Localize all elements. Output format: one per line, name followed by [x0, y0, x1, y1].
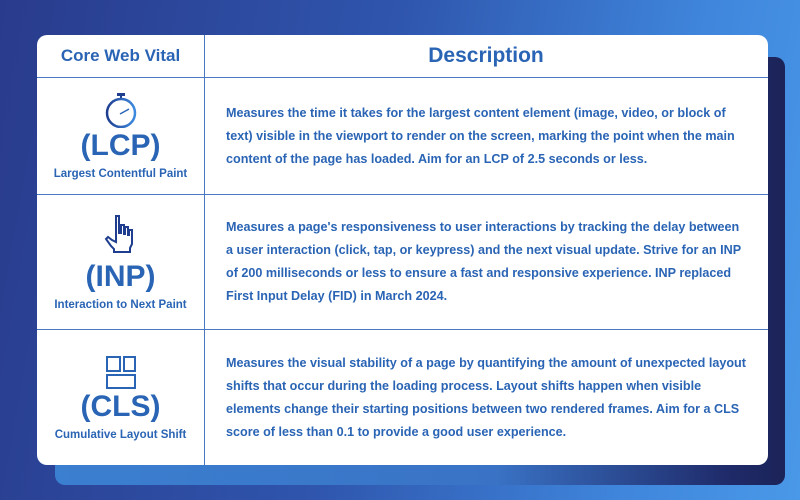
table-row-cls — [37, 330, 768, 465]
header-description: Description — [428, 44, 544, 67]
vital-name: Interaction to Next Paint — [54, 299, 187, 311]
vital-abbreviation: (CLS) — [80, 389, 161, 423]
vital-description: Measures the visual stability of a page by quantifying the amount of unexpected layout shifts that occur during the loading process. Layout shifts happen when visible elements change their starting positions between two rendered frames. Aim for a CLS score of less than 0.1 to provide a good user experience. — [226, 355, 746, 439]
description-cell — [205, 78, 768, 194]
vital-description: Measures a page's responsiveness to user interactions by tracking the delay between a user interaction (click, tap, or keypress) and the next visual update. Strive for an INP of 200 milliseconds or less to ensure a fast and responsive experience. INP replaced First Input Delay (FID) in March 2024. — [226, 220, 741, 303]
table-row-lcp — [37, 78, 768, 195]
vital-cell — [37, 78, 205, 194]
header-core-web-vital: Core Web Vital — [60, 46, 181, 65]
vital-name: Cumulative Layout Shift — [54, 428, 187, 441]
vital-cell — [37, 195, 205, 329]
vital-abbreviation: (LCP) — [80, 129, 161, 162]
layout-blocks-icon — [105, 355, 137, 389]
vital-abbreviation: (INP) — [85, 260, 156, 293]
description-cell — [205, 195, 768, 329]
table-row-inp — [37, 195, 768, 330]
pointer-hand-icon — [103, 213, 139, 259]
vital-name: Largest Contentful Paint — [53, 168, 188, 180]
vital-description: Measures the time it takes for the largest content element (image, video, or block of text) visible in the viewport to render on the screen, marking the point when the main content of the page has loaded. Aim for an LCP of 2.5 seconds or less. — [226, 105, 735, 166]
vital-cell — [37, 330, 205, 465]
table-header — [37, 35, 768, 78]
header-cell-vital — [37, 35, 205, 77]
core-web-vitals-table — [37, 35, 768, 465]
stopwatch-icon — [104, 92, 138, 128]
header-cell-description — [205, 35, 768, 77]
description-cell — [205, 330, 768, 465]
